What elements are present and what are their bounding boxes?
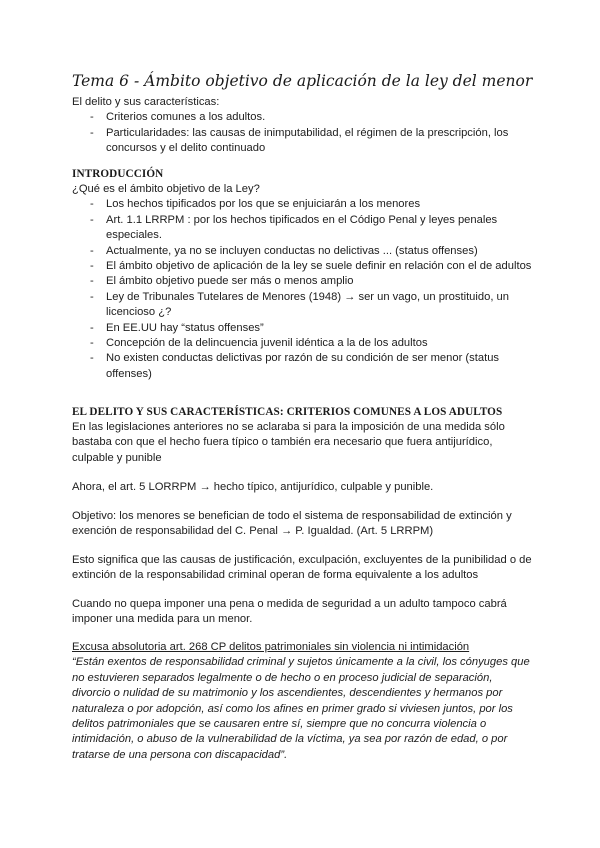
list-item: - Los hechos tipificados por los que se enjuiciarán a los menores [72,197,532,212]
list-item: - Actualmente, ya no se incluyen conductas no delictivas ... (status offenses) [72,244,532,259]
introduccion-section [72,182,532,382]
delito-paragraph-2: Ahora, el art. 5 LORRPM → hecho típico, antijurídico, culpable y punible. [72,481,434,493]
list-item: - Concepción de la delincuencia juvenil idéntica a la de los adultos [72,336,532,351]
delito-paragraph-4-wrap [72,553,532,584]
list-item: - Particularidades: las causas de inimputabilidad, el régimen de la prescripción, los concursos y el delito continuado [72,126,532,157]
introduccion-list [72,197,532,382]
intro-lead: El delito y sus características: [72,96,220,108]
list-item: - Ley de Tribunales Tutelares de Menores (1948) → ser un vago, un prostituido, un licencioso ¿? [72,290,532,321]
list-item: - Art. 1.1 LRRPM : por los hechos tipificados en el Código Penal y leyes penales especiales. [72,213,532,244]
delito-paragraph-3: Objetivo: los menores se benefician de todo el sistema de responsabilidad de extinción y exención de responsabilidad del C. Penal → P. Igualdad. (Art. 5 LRRPM) [72,510,512,538]
delito-section [72,420,532,466]
delito-paragraph-3-wrap [72,509,532,540]
intro-list [72,110,532,156]
list-item: - En EE.UU hay “status offenses” [72,321,532,336]
list-item: - El ámbito objetivo de aplicación de la ley se suele definir en relación con el de adultos [72,259,532,274]
excusa-title: Excusa absolutoria art. 268 CP delitos patrimoniales sin violencia ni intimidación [72,641,470,653]
intro-section [72,95,532,157]
introduccion-question: ¿Qué es el ámbito objetivo de la Ley? [72,183,260,195]
list-item: - El ámbito objetivo puede ser más o menos amplio [72,274,532,289]
delito-paragraph-1: En las legislaciones anteriores no se aclaraba si para la imposición de una medida sólo bastaba con que el hecho fuera típico o también era necesario que fuera antijurídico, culpable y punible [72,421,505,464]
section-heading-introduccion: INTRODUCCIÓN [72,168,164,180]
legal-quote: “Están exentos de responsabilidad criminal y sujetos únicamente a la civil, los cónyuges que no estuvieren separados legalmente o de hecho o en proceso judicial de separación, divorcio o nulidad de su matrimonio y los ascendientes, descendientes y hermanos por naturaleza o por adopción, así como los afines en primer grado si viviesen juntos, por los delitos patrimoniales que se causaren entre sí, siempre que no concurra violencia o intimidación, o abuso de la vulnerabilidad de la víctima, ya sea por razón de edad, o por tratarse de una persona con discapacidad”. [72,656,530,761]
section-heading-delito: EL DELITO Y SUS CARACTERÍSTICAS: CRITERIOS COMUNES A LOS ADULTOS [72,406,503,418]
list-item: - No existen conductas delictivas por razón de su condición de ser menor (status offenses) [72,351,532,382]
delito-paragraph-5: Cuando no quepa imponer una pena o medida de seguridad a un adulto tampoco cabrá imponer una medida para un menor. [72,598,507,626]
delito-paragraph-4: Esto significa que las causas de justificación, exculpación, excluyentes de la punibilidad o de extinción de la responsabilidad criminal operan de forma equivalente a los adultos [72,554,532,582]
delito-paragraph-5-wrap [72,597,532,628]
delito-paragraph-2-wrap [72,480,532,495]
list-item: - Criterios comunes a los adultos. [72,110,532,125]
page-title: Tema 6 - Ámbito objetivo de aplicación de la ley del menor [72,72,533,90]
excusa-section [72,640,532,763]
